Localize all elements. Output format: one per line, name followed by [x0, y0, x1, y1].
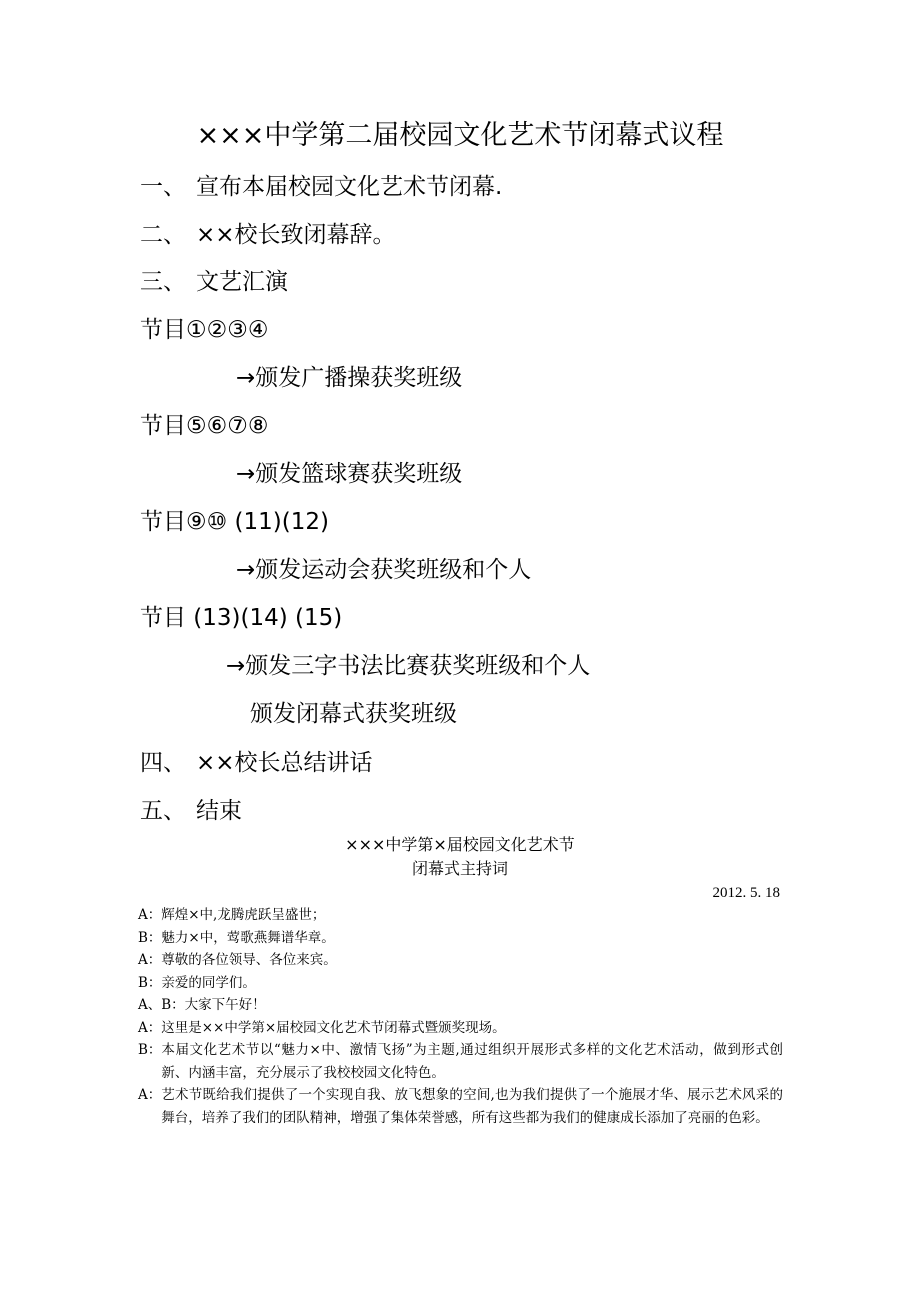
program-group-2: 节目⑤⑥⑦⑧ — [140, 413, 269, 439]
script-text: 亲爱的同学们。 — [161, 974, 256, 991]
agenda-item-text: 结束 — [196, 798, 242, 824]
program-group-1: 节目①②③④ — [140, 317, 269, 343]
host-script-title: ×××中学第×届校园文化艺术节 — [345, 835, 575, 854]
award-closing-ceremony: 颁发闭幕式获奖班级 — [250, 701, 457, 727]
script-text: 本届文化艺术节以“魅力×中、激情飞扬”为主题,通过组织开展形式多样的文化艺术活动，做到形式创新、内涵丰富，充分展示了我校校园文化特色。 — [161, 1042, 783, 1081]
agenda-item-5 — [140, 794, 242, 828]
program-group-4: 节目 (13)(14) (15) — [140, 605, 343, 631]
speaker-label: A： — [138, 952, 162, 968]
script-line — [138, 972, 783, 995]
agenda-item-3 — [140, 265, 288, 299]
speaker-label: B： — [138, 1042, 162, 1058]
script-text: 辉煌×中,龙腾虎跃呈盛世； — [161, 907, 326, 923]
script-line — [138, 927, 783, 950]
agenda-item-2 — [140, 218, 396, 252]
award-broadcast-exercise: →颁发广播操获奖班级 — [236, 365, 463, 391]
agenda-item-1 — [140, 170, 502, 204]
script-line — [138, 1039, 783, 1084]
script-text: 魅力×中，莺歌燕舞谱华章。 — [161, 929, 335, 946]
agenda-item-number: 四、 — [140, 750, 186, 776]
script-text: 艺术节既给我们提供了一个实现自我、放飞想象的空间,也为我们提供了一个施展才华、展示艺术风采的舞台，培养了我们的团队精神，增强了集体荣誉感，所有这些都为我们的健康成长添加了亮丽的色彩。 — [161, 1087, 783, 1126]
host-script-body — [138, 904, 783, 1129]
program-group-3: 节目⑨⑩ (11)(12) — [140, 509, 329, 535]
award-calligraphy: →颁发三字书法比赛获奖班级和个人 — [226, 653, 591, 679]
agenda-item-text: ××校长总结讲话 — [196, 750, 373, 776]
agenda-item-number: 二、 — [140, 222, 186, 248]
agenda-title: ×××中学第二届校园文化艺术节闭幕式议程 — [196, 120, 724, 151]
agenda-item-number: 五、 — [140, 798, 186, 824]
speaker-label: A： — [138, 1087, 162, 1103]
agenda-item-text: 宣布本届校园文化艺术节闭幕. — [196, 174, 503, 200]
agenda-item-number: 三、 — [140, 269, 186, 295]
speaker-label: A： — [138, 1019, 162, 1036]
speaker-label: B： — [138, 974, 162, 991]
speaker-label: B： — [138, 929, 162, 946]
agenda-item-4 — [140, 746, 373, 780]
host-script-subtitle: 闭幕式主持词 — [411, 859, 508, 878]
script-line — [138, 1017, 783, 1040]
agenda-item-text: ××校长致闭幕辞。 — [196, 222, 396, 248]
script-text: 尊敬的各位领导、各位来宾。 — [161, 952, 337, 968]
script-line — [138, 994, 783, 1017]
agenda-item-text: 文艺汇演 — [196, 269, 288, 295]
script-text: 这里是××中学第×届校园文化艺术节闭幕式暨颁奖现场。 — [161, 1019, 506, 1036]
script-line — [138, 949, 783, 972]
award-sports-meet: →颁发运动会获奖班级和个人 — [236, 557, 532, 583]
script-line — [138, 904, 783, 927]
script-text: 大家下午好！ — [184, 997, 266, 1013]
speaker-label: A、B： — [138, 997, 185, 1013]
script-line — [138, 1084, 783, 1129]
script-date: 2012. 5. 18 — [712, 885, 780, 901]
agenda-item-number: 一、 — [140, 174, 186, 200]
award-basketball: →颁发篮球赛获奖班级 — [236, 461, 463, 487]
speaker-label: A： — [138, 907, 162, 923]
